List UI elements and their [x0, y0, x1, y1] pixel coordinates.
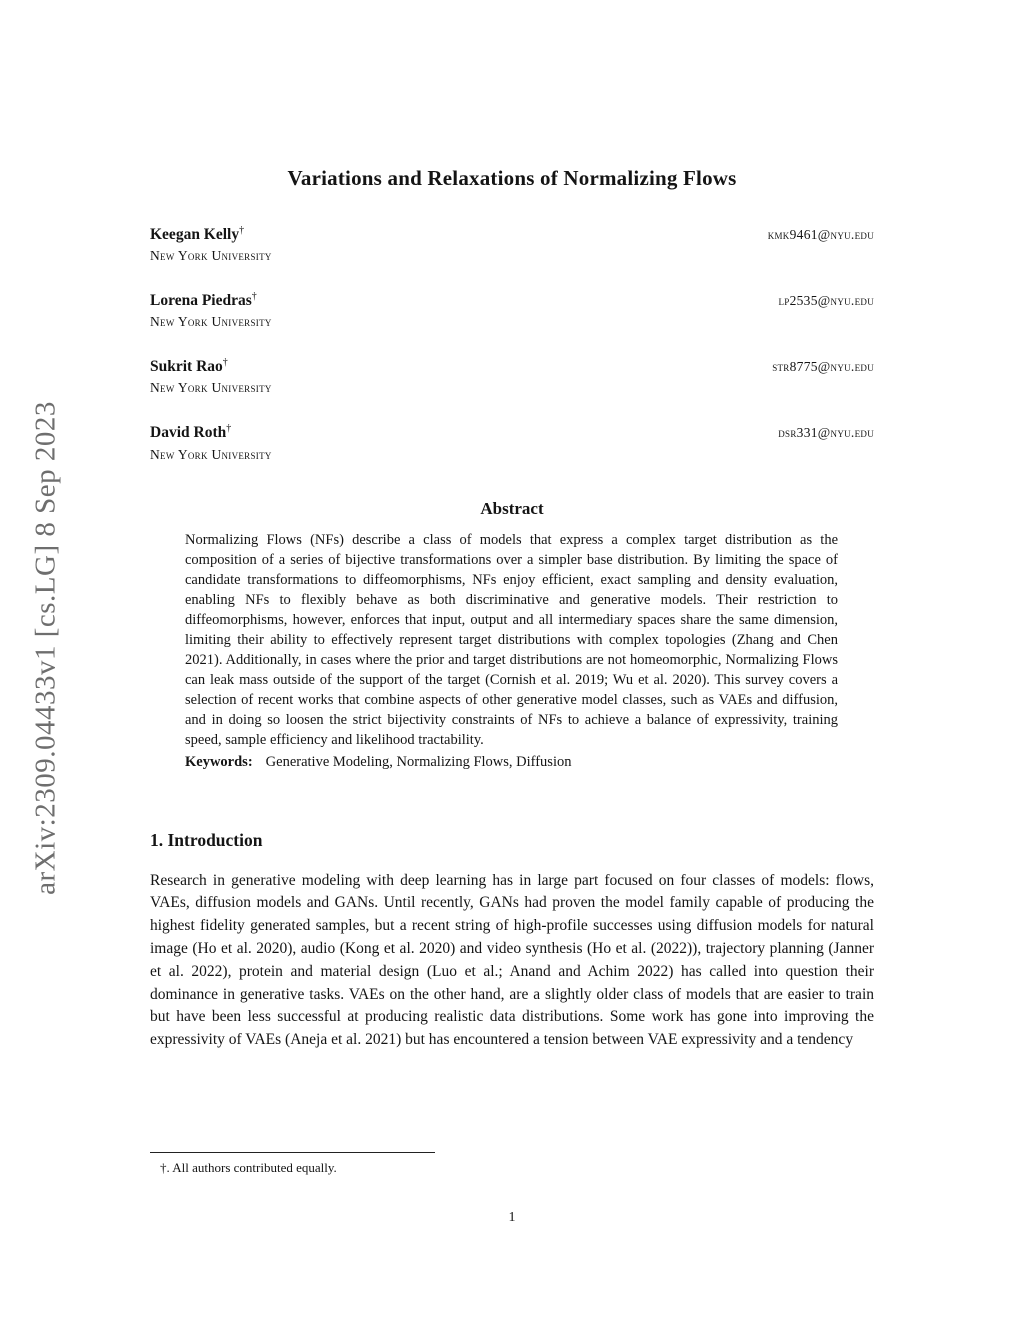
author-affiliation: New York University [150, 380, 272, 396]
author-dagger: † [239, 225, 245, 236]
author-email: lp2535@nyu.edu [778, 293, 874, 309]
author-affiliation: New York University [150, 248, 272, 264]
author-dagger: † [222, 357, 228, 369]
abstract-text: Normalizing Flows (NFs) describe a class of models that express a complex target distribution as the composition of a series of bijective transformations over a simpler base distribution. By limiting the space of candidate transformations to diffeomorphisms, NFs enjoy efficient, exact sampling and density evaluation, enabling NFs to flexibly behave as both discriminative and generative models. Their restriction to diffeomorphisms, however, enforces that input, output and all intermediary spaces share the same dimension, limiting their ability to effectively represent target distributions with complex topologies (Zhang and Chen 2021). Additionally, in cases where the prior and target distributions are not homeomorphic, Normalizing Flows can leak mass outside of the support of the target (Cornish et al. 2019; Wu et al. 2020). This survey covers a selection of recent works that combine aspects of other generative model classes, such as VAEs and diffusion, and in doing so loosen the strict bijectivity constraints of NFs to achieve a balance of expressivity, training speed, sample efficiency and likelihood tractability. [185, 531, 838, 748]
author-name-text: Sukrit Rao [150, 358, 223, 376]
author-name [150, 357, 272, 376]
keywords-line [185, 752, 838, 772]
abstract-heading: Abstract [480, 498, 544, 518]
author-email: kmk9461@nyu.edu [767, 227, 874, 242]
keywords-label: Keywords: [185, 753, 253, 770]
author-dagger: † [226, 423, 232, 435]
author-email: dsr331@nyu.edu [778, 425, 874, 441]
author-block [150, 423, 874, 462]
author-email: str8775@nyu.edu [772, 359, 874, 375]
author-block [150, 225, 874, 264]
author-name-text: Lorena Piedras [150, 292, 252, 310]
footnote-block [150, 1152, 874, 1176]
author-list [150, 225, 874, 463]
author-name-text: Keegan Kelly [150, 226, 240, 244]
author-affiliation: New York University [150, 314, 272, 330]
author-name [150, 423, 272, 442]
author-info [150, 423, 272, 462]
footnote-rule [150, 1152, 435, 1153]
author-name [150, 291, 272, 310]
author-dagger: † [251, 291, 257, 303]
author-name [150, 225, 272, 244]
footnote-text: †. All authors contributed equally. [160, 1160, 337, 1175]
introduction-paragraph: Research in generative modeling with deep learning has in large part focused on four classes of models: flows, VAEs, diffusion models and GANs. Until recently, GANs had proven the model family capable of producing the highest fidelity generated samples, but a recent string of high-profile successes using diffusion models for natural image (Ho et al. 2020), audio (Kong et al. 2020) and video synthesis (Ho et al. (2022)), trajectory planning (Janner et al. 2022), protein and material design (Luo et al.; Anand and Achim 2022) has called into question their dominance in generative tasks. VAEs on the other hand, are a slightly older class of models that are easier to train but have been less successful at producing realistic data distributions. Some work has gone into improving the expressivity of VAEs (Aneja et al. 2021) but has encountered a tension between VAE expressivity and a tendency [150, 871, 874, 1049]
keywords-text: Generative Modeling, Normalizing Flows, Diffusion [265, 753, 572, 770]
arxiv-watermark: arXiv:2309.04433v1 [cs.LG] 8 Sep 2023 [29, 401, 62, 895]
author-affiliation: New York University [150, 446, 272, 462]
page-number: 1 [508, 1210, 516, 1225]
author-block [150, 291, 874, 330]
author-info [150, 357, 272, 396]
author-block [150, 357, 874, 396]
page-title: Variations and Relaxations of Normalizing Flows [287, 166, 737, 190]
author-info [150, 291, 272, 330]
author-info [150, 225, 272, 264]
author-name-text: David Roth [150, 424, 227, 442]
section-heading-introduction: 1. Introduction [150, 829, 263, 850]
